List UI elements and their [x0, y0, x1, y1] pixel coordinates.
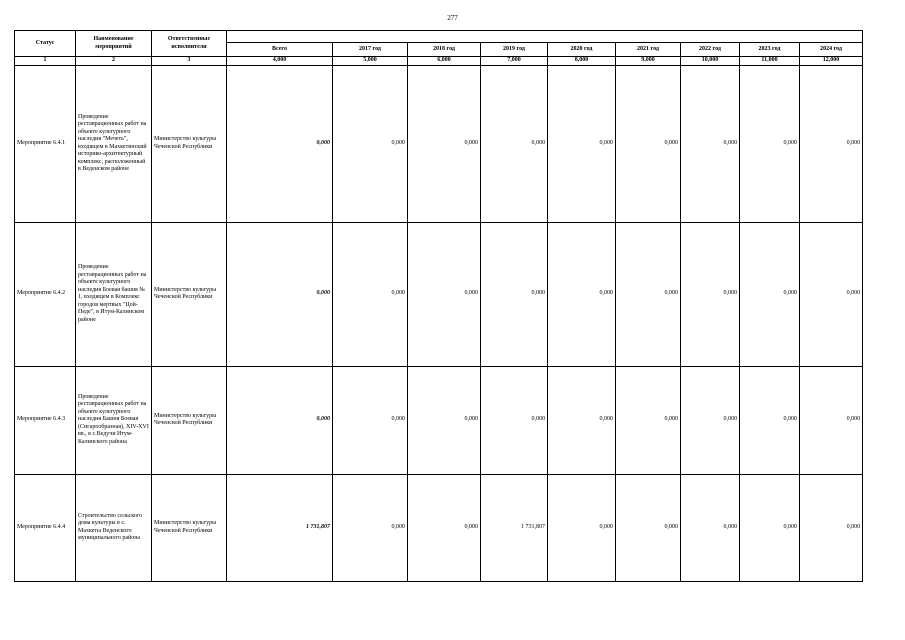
row-value: 0,000	[548, 366, 616, 474]
row-total: 0,000	[227, 366, 333, 474]
row-value: 0,000	[616, 474, 681, 581]
row-name: Проведение реставрационных работ на объекте культурного наследия Башня Боевая (Сигарообразная), XIV-XVI вв., в с.Ведучи Итум-Калинского района	[76, 366, 152, 474]
header-name: Наименование мероприятий	[76, 31, 152, 57]
row-value: 0,000	[548, 474, 616, 581]
header-year: 2022 год	[681, 43, 740, 57]
column-number: 8,000	[548, 57, 616, 66]
header-year: 2017 год	[333, 43, 408, 57]
row-executor: Министерство культуры Чеченской Республики	[152, 65, 227, 222]
row-status: Мероприятие 6.4.3	[15, 366, 76, 474]
column-number: 5,000	[333, 57, 408, 66]
row-name: Строительство сельского дома культуры в с. Махкеты Веденского муниципального района	[76, 474, 152, 581]
row-value: 0,000	[616, 366, 681, 474]
table-row	[15, 366, 863, 474]
row-name: Проведение реставрационных работ на объекте культурного наследия Боевая башня № 1, входящем в Комплекс городов мертвых "Цой-Педе", в Итум-Калинском районе	[76, 222, 152, 366]
column-number: 2	[76, 57, 152, 66]
row-status: Мероприятие 6.4.2	[15, 222, 76, 366]
header-year: 2021 год	[616, 43, 681, 57]
header-year: 2024 год	[800, 43, 863, 57]
row-total: 0,000	[227, 65, 333, 222]
header-year: 2018 год	[408, 43, 481, 57]
row-value: 0,000	[481, 222, 548, 366]
column-number: 11,000	[740, 57, 800, 66]
row-value: 0,000	[681, 366, 740, 474]
table-row	[15, 474, 863, 581]
row-status: Мероприятие 6.4.1	[15, 65, 76, 222]
row-executor: Министерство культуры Чеченской Республики	[152, 222, 227, 366]
row-value: 0,000	[333, 474, 408, 581]
column-number: 7,000	[481, 57, 548, 66]
column-number: 6,000	[408, 57, 481, 66]
column-number: 1	[15, 57, 76, 66]
row-value: 0,000	[408, 222, 481, 366]
row-value: 0,000	[408, 474, 481, 581]
column-number: 9,000	[616, 57, 681, 66]
row-value: 0,000	[800, 366, 863, 474]
row-status: Мероприятие 6.4.4	[15, 474, 76, 581]
row-value: 0,000	[681, 65, 740, 222]
column-number: 4,000	[227, 57, 333, 66]
header-year: 2019 год	[481, 43, 548, 57]
row-value: 0,000	[681, 474, 740, 581]
column-number: 3	[152, 57, 227, 66]
row-value: 0,000	[481, 366, 548, 474]
row-value: 0,000	[333, 222, 408, 366]
row-value: 0,000	[800, 222, 863, 366]
row-executor: Министерство культуры Чеченской Республики	[152, 474, 227, 581]
row-value: 0,000	[333, 65, 408, 222]
table-row	[15, 65, 863, 222]
budget-table	[14, 30, 863, 582]
row-value: 0,000	[740, 222, 800, 366]
row-value: 0,000	[408, 366, 481, 474]
table-row	[15, 222, 863, 366]
header-executor: Ответственные исполнители	[152, 31, 227, 57]
row-value: 0,000	[548, 222, 616, 366]
column-number: 12,000	[800, 57, 863, 66]
header-row	[15, 31, 863, 43]
row-value: 0,000	[333, 366, 408, 474]
row-value: 0,000	[800, 65, 863, 222]
row-value: 0,000	[548, 65, 616, 222]
row-name: Проведение реставрационных работ на объекте культурного наследия "Мечеть", входящем в Махкетинский историко-архитектурный комплекс, расположенный в Веденском районе	[76, 65, 152, 222]
row-value: 0,000	[616, 222, 681, 366]
row-value: 0,000	[740, 474, 800, 581]
page-number: 277	[447, 14, 458, 22]
header-year: 2020 год	[548, 43, 616, 57]
row-total: 0,000	[227, 222, 333, 366]
row-value: 0,000	[616, 65, 681, 222]
row-executor: Министерство культуры Чеченской Республики	[152, 366, 227, 474]
row-total: 1 731,807	[227, 474, 333, 581]
header-status: Статус	[15, 31, 76, 57]
row-value: 0,000	[681, 222, 740, 366]
row-value: 0,000	[740, 65, 800, 222]
header-blank-span	[227, 31, 863, 43]
column-number-row	[15, 57, 863, 66]
header-year: 2023 год	[740, 43, 800, 57]
row-value: 0,000	[800, 474, 863, 581]
row-value: 0,000	[481, 65, 548, 222]
row-value: 1 731,807	[481, 474, 548, 581]
column-number: 10,000	[681, 57, 740, 66]
row-value: 0,000	[740, 366, 800, 474]
header-total: Всего	[227, 43, 333, 57]
row-value: 0,000	[408, 65, 481, 222]
